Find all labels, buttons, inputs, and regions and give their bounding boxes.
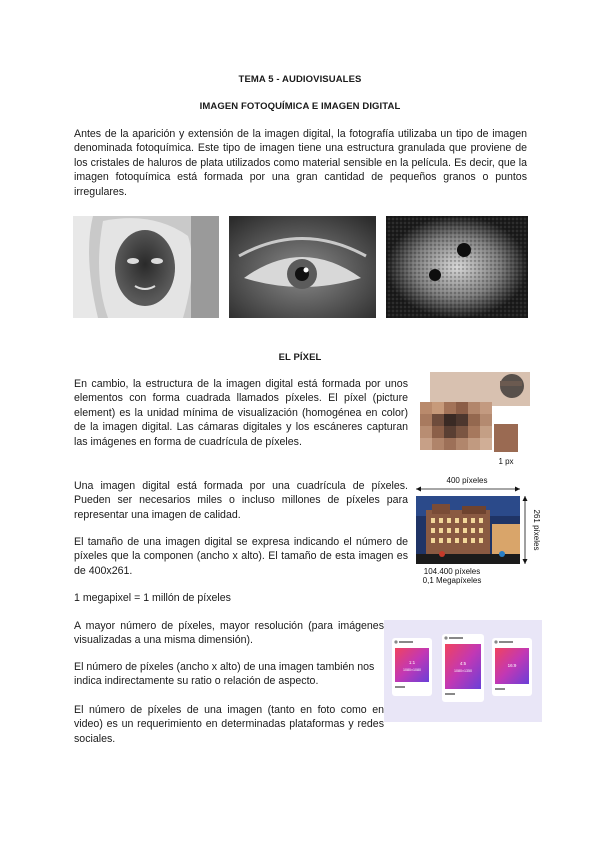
intro-paragraph: Antes de la aparición y extensión de la imagen digital, la fotografía utilizaba un tipo de imagen denominada fotoquímica. Este tipo de imagen tiene una estructura granulada que proviene de los cristales de haluros de plata utilizados como material sensible en la película. Es decir, que la imagen fotoquímica está formada por una gran cantidad de pequeños granos o puntos irregulares. [74, 128, 527, 198]
section-title: IMAGEN FOTOQUÍMICA E IMAGEN DIGITAL [199, 101, 401, 112]
photochemical-grain-image [386, 216, 528, 318]
pixel-zoom-caption: 1 px [498, 457, 514, 466]
width-label: 400 píxeles [446, 476, 488, 485]
pixel-zoom-figure [420, 372, 530, 468]
photochemical-eye-image [229, 216, 376, 318]
photochemical-portrait-image [73, 216, 219, 318]
total-pixels-label: 104.400 píxeles [423, 567, 481, 576]
pixel-paragraph-7: El número de píxeles de una imagen (tanto en foto como en video) es un requerimiento en determinadas plataformas y redes sociales. [74, 704, 384, 745]
building-resolution-figure [412, 474, 542, 586]
social-post-formats-figure [384, 620, 542, 722]
post-3-label: 16:9 [507, 663, 517, 668]
pixel-paragraph-4: 1 megapixel = 1 millón de píxeles [74, 592, 231, 604]
post-2-label: 4:5 [459, 661, 467, 666]
svg-text:1080×1080: 1080×1080 [402, 668, 422, 672]
pixel-paragraph-3: El tamaño de una imagen digital se expresa indicando el número de píxeles que la componen (ancho x alto). El tamaño de esta imagen es de 400x261. [74, 536, 408, 577]
pixel-paragraph-1: En cambio, la estructura de la imagen digital está formada por unos elementos con forma cuadrada llamados píxeles. El píxel (picture element) es la unidad mínima de visualización (homogénea en color) de la imagen digital. Las cámaras digitales y los escáneres capturan las imágenes en forma de cuadrícula de píxeles. [74, 378, 408, 448]
topic-title: TEMA 5 - AUDIOVISUALES [238, 74, 362, 85]
svg-text:1080×1350: 1080×1350 [453, 669, 473, 673]
pixel-paragraph-2: Una imagen digital está formada por una cuadrícula de píxeles. Pueden ser necesarios miles o incluso millones de píxeles para representar una imagen de calidad. [74, 480, 408, 521]
height-label: 261 píxeles [532, 509, 541, 551]
post-1-label: 1:1 [408, 660, 416, 665]
megapixel-label: 0,1 Megapíxeles [422, 576, 482, 585]
pixel-section-title: EL PÍXEL [278, 352, 322, 363]
pixel-paragraph-6: El número de píxeles (ancho x alto) de una imagen también nos indica indirectamente su ratio o relación de aspecto. [74, 661, 375, 688]
pixel-paragraph-5: A mayor número de píxeles, mayor resolución (para imágenes visualizadas a una misma dimensión). [74, 620, 384, 647]
